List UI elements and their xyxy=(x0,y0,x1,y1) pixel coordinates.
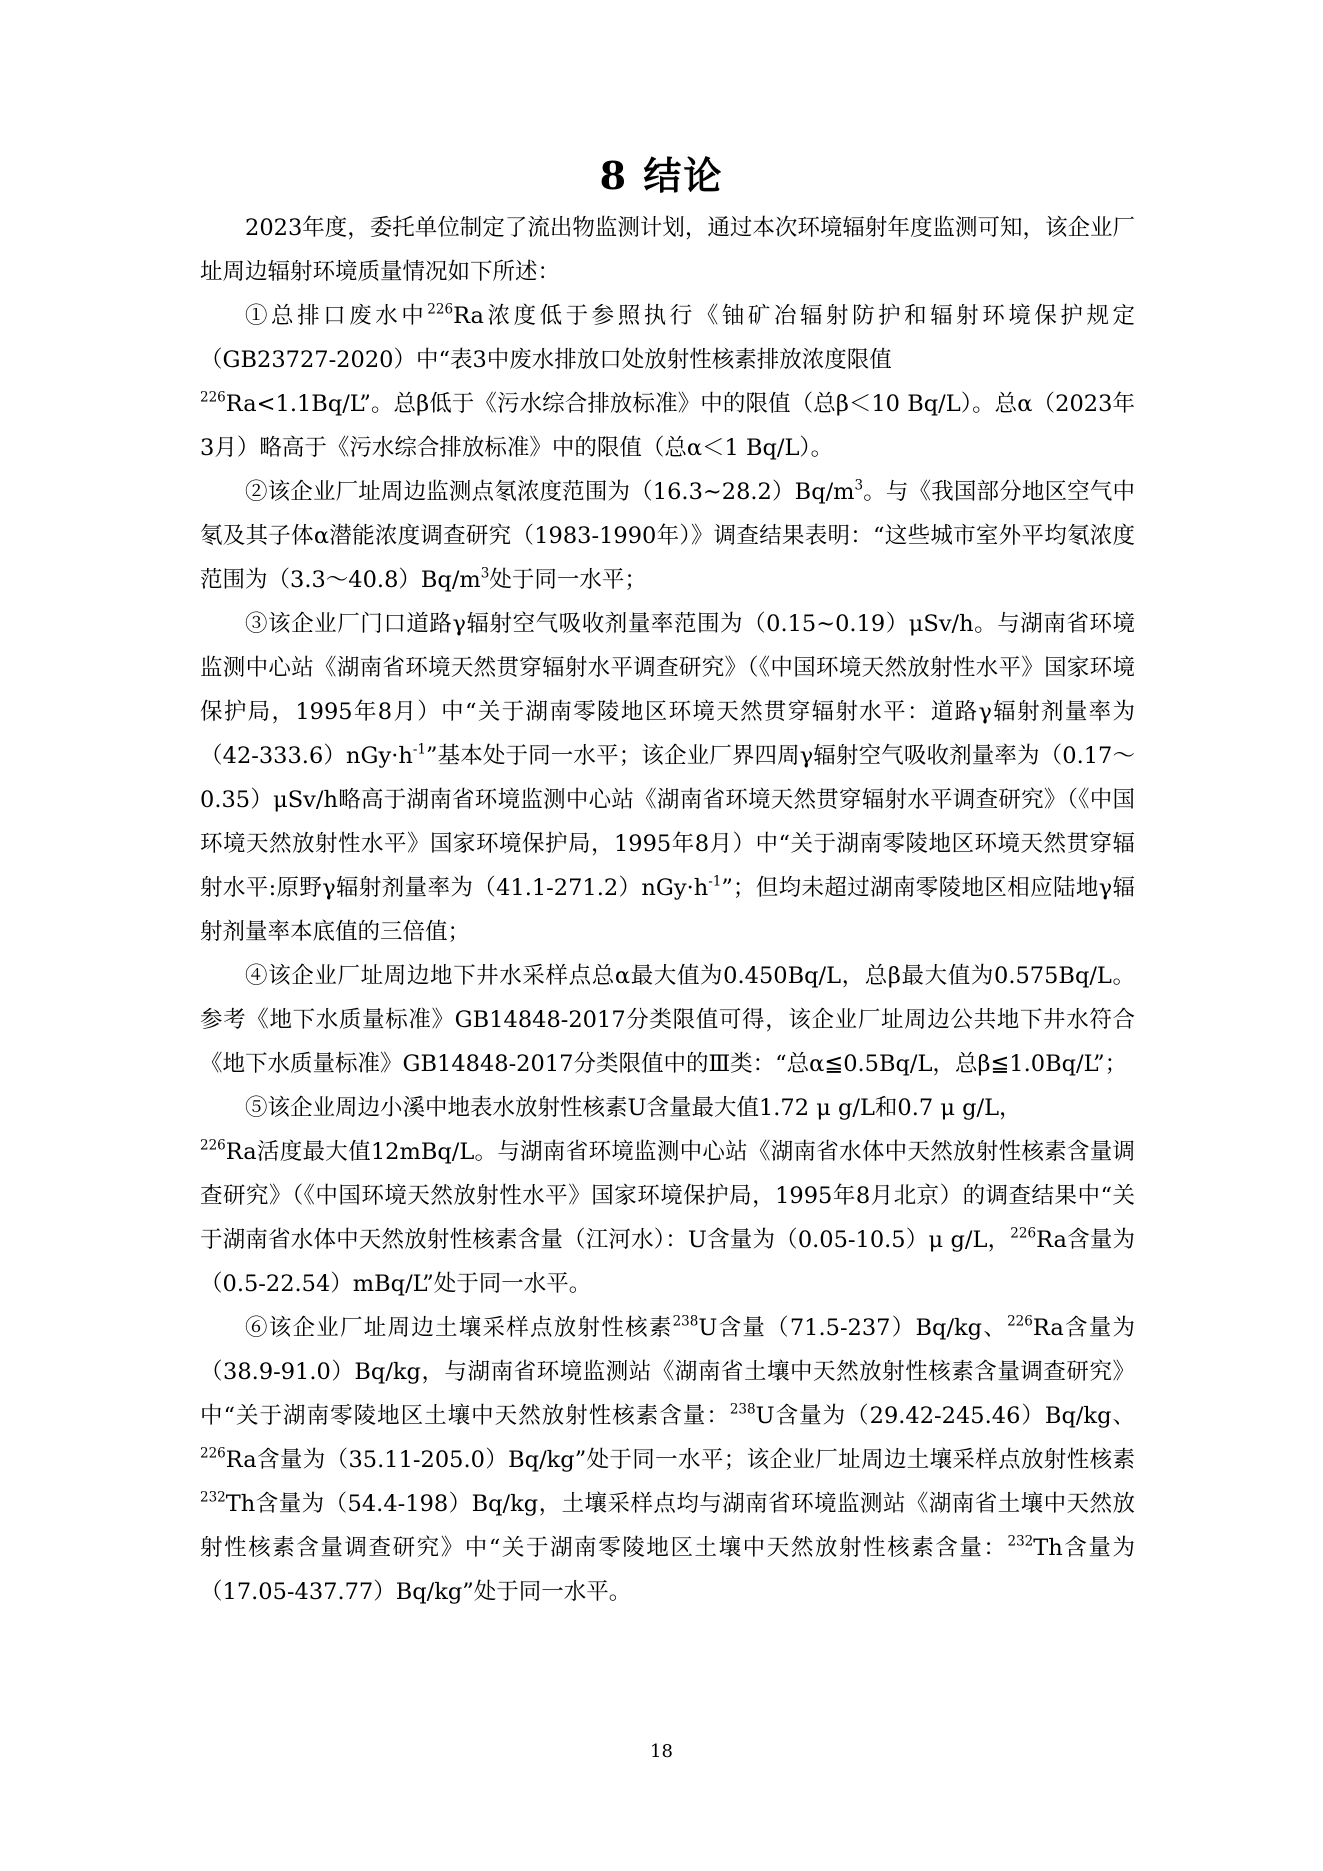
superscript: 3 xyxy=(854,477,864,494)
text-segment: ②该企业厂址周边监测点氡浓度范围为（16.3~28.2）Bq/m xyxy=(245,479,855,505)
text-segment: ⑥该企业厂址周边土壤采样点放射性核素 xyxy=(245,1315,673,1341)
text-segment: ③该企业厂门口道路γ辐射空气吸收剂量率范围为（0.15~0.19）μSv/h。与湖南省环境监测中心站《湖南省环境天然贯穿辐射水平调查研究》（《中国环境天然放射性水平》国家环境保护局，1995年8月）中“关于湖南零陵地区环境天然贯穿辐射水平：道路γ辐射剂量率为（42-333.6）nGy·h xyxy=(200,611,1135,769)
superscript: 238 xyxy=(672,1313,699,1330)
superscript: -1 xyxy=(412,741,427,758)
text-segment: 。与《我国部分地区空气中氡及其子体α潜能浓度调查研究（1983-1990年）》调查结果表明：“这些城市室外平均氡浓度范围为（3.3～40.8）Bq/m xyxy=(200,479,1135,593)
text-segment: ”；但均未超过湖南零陵地区相应陆地γ辐射剂量率本底值的三倍值； xyxy=(200,875,1135,945)
superscript: 226 xyxy=(1007,1313,1033,1330)
surface-water-paragraph xyxy=(200,1086,1135,1306)
text-segment: Ra浓度低于参照执行《铀矿冶辐射防护和辐射环境保护规定（GB23727-2020）中“表3中废水排放口处放射性核素排放浓度限值 xyxy=(200,303,1135,373)
superscript: 226 xyxy=(1010,1225,1037,1242)
text-segment: U含量（71.5-237）Bq/kg、 xyxy=(698,1315,1008,1341)
text-segment: Ra<1.1Bq/L”。总β低于《污水综合排放标准》中的限值（总β＜10 Bq/L）。总α（2023年3月）略高于《污水综合排放标准》中的限值（总α＜1 Bq/L）。 xyxy=(200,391,1135,461)
superscript: 3 xyxy=(480,565,490,582)
text-segment: Ra含量为（35.11-205.0）Bq/kg”处于同一水平；该企业厂址周边土壤采样点放射性核素 xyxy=(225,1447,1135,1473)
page-number: 18 xyxy=(650,1741,673,1762)
text-segment: Ra含量为（0.5-22.54）mBq/L”处于同一水平。 xyxy=(200,1227,1136,1297)
gamma-dose-paragraph xyxy=(200,602,1135,954)
wastewater-paragraph xyxy=(200,294,1135,470)
text-segment: Ra含量为（38.9-91.0）Bq/kg，与湖南省环境监测站《湖南省土壤中天然放射性核素含量调查研究》中“关于湖南零陵地区土壤中天然放射性核素含量： xyxy=(200,1315,1135,1429)
text-segment: ①总排口废水中 xyxy=(245,303,428,329)
text-segment: 处于同一水平； xyxy=(489,567,647,593)
superscript: -1 xyxy=(708,873,722,890)
superscript: 226 xyxy=(427,301,454,318)
text-segment: U含量为（29.42-245.46）Bq/kg、 xyxy=(755,1403,1135,1429)
text-segment: Ra活度最大值12mBq/L。与湖南省环境监测中心站《湖南省水体中天然放射性核素含量调查研究》（《中国环境天然放射性水平》国家环境保护局，1995年8月北京）的调查结果中“关于湖南省水体中天然放射性核素含量（江河水）：U含量为（0.05-10.5）μ g/L， xyxy=(200,1139,1135,1253)
text-segment: ”基本处于同一水平；该企业厂界四周γ辐射空气吸收剂量率为（0.17～0.35）μSv/h略高于湖南省环境监测中心站《湖南省环境天然贯穿辐射水平调查研究》（《中国环境天然放射性水平》国家环境保护局，1995年8月）中“关于湖南零陵地区环境天然贯穿辐射水平:原野γ辐射剂量率为（41.1-271.2）nGy·h xyxy=(200,743,1135,901)
text-segment: ⑤该企业周边小溪中地表水放射性核素U含量最大值1.72 μ g/L和0.7 μ g/L， xyxy=(245,1095,1022,1121)
soil-paragraph xyxy=(200,1306,1135,1614)
radon-paragraph xyxy=(200,470,1135,602)
superscript: 226 xyxy=(200,389,226,406)
conclusion-body xyxy=(200,206,1135,1614)
superscript: 226 xyxy=(200,1137,226,1154)
intro-paragraph: 2023年度，委托单位制定了流出物监测计划，通过本次环境辐射年度监测可知，该企业厂址周边辐射环境质量情况如下所述： xyxy=(200,215,1135,285)
text-segment: Th含量为（17.05-437.77）Bq/kg”处于同一水平。 xyxy=(200,1535,1135,1605)
superscript: 232 xyxy=(200,1489,226,1506)
page-title: 8 结论 xyxy=(599,153,724,199)
groundwater-paragraph: ④该企业厂址周边地下井水采样点总α最大值为0.450Bq/L，总β最大值为0.575Bq/L。参考《地下水质量标准》GB14848-2017分类限值可得，该企业厂址周边公共地下井水符合《地下水质量标准》GB14848-2017分类限值中的Ⅲ类：“总α≦0.5Bq/L，总β≦1.0Bq/L”； xyxy=(200,963,1135,1077)
superscript: 238 xyxy=(729,1401,756,1418)
text-segment: Th含量为（54.4-198）Bq/kg，土壤采样点均与湖南省环境监测站《湖南省土壤中天然放射性核素含量调查研究》中“关于湖南零陵地区土壤中天然放射性核素含量： xyxy=(200,1491,1135,1561)
superscript: 226 xyxy=(200,1445,226,1462)
superscript: 232 xyxy=(1007,1533,1034,1550)
